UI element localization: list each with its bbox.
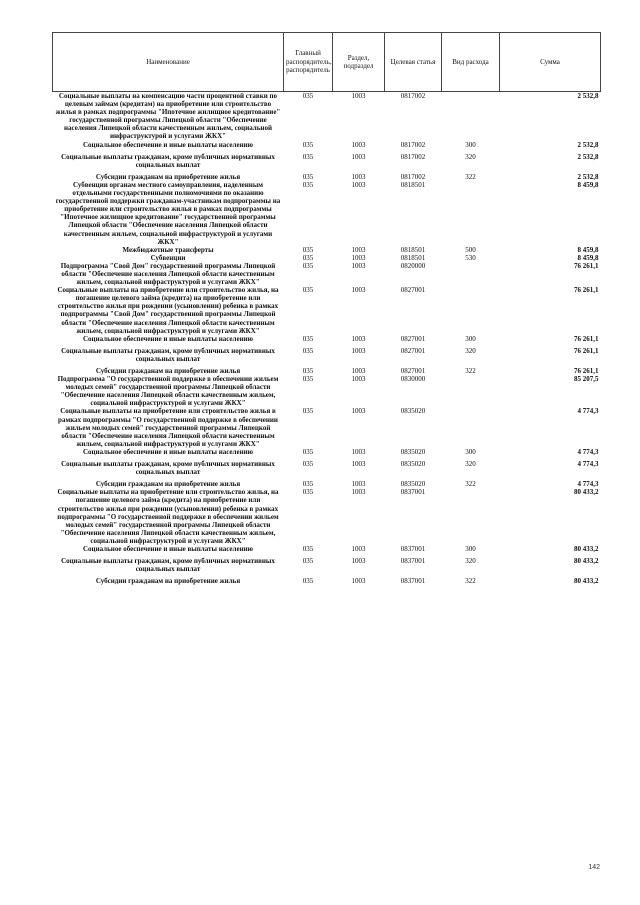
- row-sum: 76 261,1: [574, 346, 599, 355]
- row-admin: 035: [302, 152, 314, 161]
- row-name: Социальное обеспечение и иные выплаты населению: [83, 334, 253, 343]
- row-name: Межбюджетные трансферты: [122, 245, 214, 254]
- row-section: 1003: [351, 334, 366, 343]
- row-target: 0818501: [400, 253, 426, 262]
- row-name: Социальное обеспечение и иные выплаты населению: [83, 544, 253, 553]
- row-expense-type: [442, 92, 500, 141]
- row-section: 1003: [351, 447, 366, 456]
- row-admin: 035: [302, 375, 314, 384]
- row-sum: 76 261,1: [574, 334, 599, 343]
- row-target: 0835020: [400, 460, 426, 469]
- row-admin: 035: [302, 286, 314, 295]
- row-name: Подпрограмма "Свой Дом" государственной программы Липецкой области "Обеспечение населения Липецкой области качественным жильем, социальной инфраструктурой и услугами ЖКХ": [60, 261, 276, 287]
- row-expense-type: 320: [465, 346, 476, 355]
- row-admin: 035: [302, 367, 314, 375]
- row-name: Социальное обеспечение и иные выплаты населению: [83, 140, 253, 149]
- row-admin: 035: [302, 577, 314, 586]
- row-admin: 035: [302, 253, 314, 262]
- row-target: 0827001: [400, 346, 426, 355]
- row-admin: 035: [302, 180, 314, 189]
- row-expense-type: 322: [465, 480, 476, 489]
- row-admin: 035: [302, 480, 314, 489]
- row-sum: 80 433,2: [574, 557, 599, 566]
- table-header-row: [53, 33, 601, 92]
- row-section: 1003: [351, 460, 366, 469]
- row-target: 0830000: [400, 375, 426, 384]
- table-row: [53, 286, 601, 335]
- row-name: Социальное обеспечение и иные выплаты населению: [83, 447, 253, 456]
- table-row: [53, 448, 601, 460]
- row-target: 0837001: [400, 557, 426, 566]
- table-row: [53, 407, 601, 447]
- row-name: Субвенции: [150, 253, 186, 262]
- row-expense-type: 320: [465, 460, 476, 469]
- row-name: Социальные выплаты на приобретение или строительство жилья в рамках подпрограммы "О государственной поддержке в обеспечении жильем молодых семей" государственной программы Липецкой области "Обеспечение населения Липецкой области качественным жильем, социальной инфраструктурой и услугами ЖКХ": [58, 407, 278, 448]
- row-section: 1003: [351, 480, 366, 489]
- row-sum: 2 532,8: [577, 140, 599, 149]
- row-admin: 035: [302, 460, 314, 469]
- row-section: 1003: [351, 577, 366, 586]
- table-row: [53, 488, 601, 545]
- row-sum: 76 261,1: [574, 286, 599, 295]
- row-target: 0820000: [400, 261, 426, 270]
- table-row: [53, 92, 601, 141]
- row-sum: 2 532,8: [577, 152, 599, 161]
- row-expense-type: [442, 488, 500, 545]
- table-row: [53, 375, 601, 407]
- row-admin: 035: [302, 140, 314, 149]
- row-sum: 4 774,3: [577, 480, 599, 489]
- row-admin: 035: [302, 346, 314, 355]
- row-expense-type: [442, 262, 500, 286]
- row-expense-type: 320: [465, 152, 476, 161]
- row-section: 1003: [351, 407, 366, 416]
- row-admin: 035: [302, 544, 314, 553]
- table-body: [53, 92, 601, 586]
- row-expense-type: 300: [465, 447, 476, 456]
- row-name: Социальные выплаты гражданам, кроме публичных нормативных социальных выплат: [61, 460, 275, 477]
- row-expense-type: [442, 375, 500, 407]
- row-name: Социальные выплаты на приобретение или строительство жилья, на погашение целевого займа (кредита) на приобретение или строительство жилья при рождении (усыновлении) ребенка в рамках подпрограммы "О государственной поддержке в обеспечении жильем молодых семей" государственной программы Липецкой области "Обеспечение населения Липецкой области качественным жильем, социальной инфраструктурой и услугами ЖКХ": [57, 488, 279, 545]
- row-name: Социальные выплаты на компенсацию части процентной ставки по целевым займам (кредитам) на приобретение или строительство жилья в рамках подпрограммы "Ипотечное жилищное кредитование" государственной программы Липецкой области "Обеспечение населения Липецкой области качественным жильем, социальной инфраструктурой и услугами ЖКХ": [55, 92, 281, 141]
- row-admin: 035: [302, 172, 314, 181]
- table-row: [53, 577, 601, 585]
- row-section: 1003: [351, 245, 366, 254]
- row-target: 0817002: [400, 92, 426, 100]
- header-expense-type: Вид расхода: [442, 33, 500, 92]
- row-sum: 2 532,8: [577, 92, 599, 100]
- row-target: 0837001: [400, 544, 426, 553]
- row-target: 0818501: [400, 180, 426, 189]
- row-target: 0827001: [400, 286, 426, 295]
- row-admin: 035: [302, 92, 314, 100]
- row-sum: 2 532,8: [577, 172, 599, 181]
- row-section: 1003: [351, 253, 366, 262]
- row-expense-type: [442, 407, 500, 447]
- row-name: Подпрограмма "О государственной поддержке в обеспечении жильем молодых семей" государственной программы Липецкой области "Обеспечение населения Липецкой области качественным жильем, социальной инфраструктурой и услугами ЖКХ": [57, 375, 279, 408]
- header-target: Целевая статья: [385, 33, 442, 92]
- table-row: [53, 181, 601, 246]
- row-admin: 035: [302, 488, 314, 497]
- row-expense-type: 530: [465, 253, 476, 262]
- row-name: Субсидии гражданам на приобретение жилья: [95, 367, 241, 375]
- row-name: Социальные выплаты гражданам, кроме публичных нормативных социальных выплат: [61, 346, 275, 363]
- row-sum: 76 261,1: [574, 261, 599, 270]
- table-row: [53, 335, 601, 347]
- row-name: Субсидии гражданам на приобретение жилья: [95, 172, 241, 181]
- row-section: 1003: [351, 286, 366, 295]
- row-name: Субвенции органам местного самоуправления, наделенным отдельными государственными полномочиями по оказанию государственной поддержки гражданам-участникам подпрограммы на приобретение или строительство жилья в рамках подпрограммы "Ипотечное жилищное кредитование" государственной программы Липецкой области "Обеспечение населения Липецкой области качественным жильем, социальной инфраструктурой и услугами ЖКХ": [55, 180, 281, 246]
- header-admin: Главный распорядитель, распорядитель: [284, 33, 333, 92]
- row-sum: 80 433,2: [574, 577, 599, 586]
- row-section: 1003: [351, 261, 366, 270]
- row-admin: 035: [302, 245, 314, 254]
- row-target: 0827001: [400, 334, 426, 343]
- row-section: 1003: [351, 140, 366, 149]
- row-section: 1003: [351, 152, 366, 161]
- row-target: 0837001: [400, 577, 426, 586]
- row-expense-type: 300: [465, 140, 476, 149]
- row-name: Социальные выплаты на приобретение или строительство жилья, на погашение целевого займа (кредита) на приобретение или строительство жилья при рождении (усыновлении) ребенка в рамках подпрограммы "Свой Дом" государственной программы Липецкой области "Обеспечение населения Липецкой области качественным жильем, социальной инфраструктурой и услугами ЖКХ": [57, 286, 279, 335]
- row-admin: 035: [302, 447, 314, 456]
- row-expense-type: 322: [465, 577, 476, 586]
- row-target: 0817002: [400, 140, 426, 149]
- table-row: [53, 246, 601, 254]
- table-row: [53, 367, 601, 375]
- row-sum: 85 207,5: [574, 375, 599, 384]
- row-name: Социальные выплаты гражданам, кроме публичных нормативных социальных выплат: [61, 152, 275, 169]
- row-sum: 8 459,8: [577, 245, 599, 254]
- row-admin: 035: [302, 557, 314, 566]
- row-target: 0818501: [400, 245, 426, 254]
- header-name: Наименование: [53, 33, 284, 92]
- row-sum: 8 459,8: [577, 180, 599, 189]
- row-section: 1003: [351, 544, 366, 553]
- row-expense-type: 322: [465, 367, 476, 375]
- table-row: [53, 557, 601, 577]
- row-target: 0835020: [400, 447, 426, 456]
- row-section: 1003: [351, 488, 366, 497]
- row-section: 1003: [351, 172, 366, 181]
- row-admin: 035: [302, 261, 314, 270]
- row-target: 0827001: [400, 367, 426, 375]
- row-section: 1003: [351, 375, 366, 384]
- table-row: [53, 262, 601, 286]
- row-section: 1003: [351, 367, 366, 375]
- budget-table: [52, 32, 601, 585]
- row-name: Субсидии гражданам на приобретение жилья: [95, 480, 241, 489]
- row-sum: 8 459,8: [577, 253, 599, 262]
- header-section: Раздел, подраздел: [333, 33, 385, 92]
- row-target: 0817002: [400, 152, 426, 161]
- row-sum: 4 774,3: [577, 447, 599, 456]
- table-row: [53, 153, 601, 173]
- table-row: [53, 254, 601, 262]
- row-section: 1003: [351, 557, 366, 566]
- row-name: Социальные выплаты гражданам, кроме публичных нормативных социальных выплат: [61, 557, 275, 574]
- row-section: 1003: [351, 346, 366, 355]
- header-sum: Сумма: [500, 33, 601, 92]
- table-row: [53, 545, 601, 557]
- row-expense-type: 322: [465, 172, 476, 181]
- row-admin: 035: [302, 334, 314, 343]
- row-name: Субсидии гражданам на приобретение жилья: [95, 577, 241, 586]
- row-sum: 4 774,3: [577, 460, 599, 469]
- page-number: 142: [588, 864, 600, 871]
- row-target: 0835020: [400, 407, 426, 416]
- table-row: [53, 480, 601, 488]
- row-target: 0835020: [400, 480, 426, 489]
- row-expense-type: 500: [465, 245, 476, 254]
- row-sum: 76 261,1: [574, 367, 599, 375]
- row-expense-type: [442, 286, 500, 335]
- row-admin: 035: [302, 407, 314, 416]
- row-expense-type: 320: [465, 557, 476, 566]
- row-section: 1003: [351, 180, 366, 189]
- table-row: [53, 173, 601, 181]
- row-sum: 80 433,2: [574, 488, 599, 497]
- table-row: [53, 460, 601, 480]
- row-sum: 4 774,3: [577, 407, 599, 416]
- row-target: 0837001: [400, 488, 426, 497]
- table-row: [53, 347, 601, 367]
- table-row: [53, 141, 601, 153]
- row-sum: 80 433,2: [574, 544, 599, 553]
- row-expense-type: [442, 181, 500, 246]
- row-expense-type: 300: [465, 334, 476, 343]
- row-section: 1003: [351, 92, 366, 100]
- row-expense-type: 300: [465, 544, 476, 553]
- row-target: 0817002: [400, 172, 426, 181]
